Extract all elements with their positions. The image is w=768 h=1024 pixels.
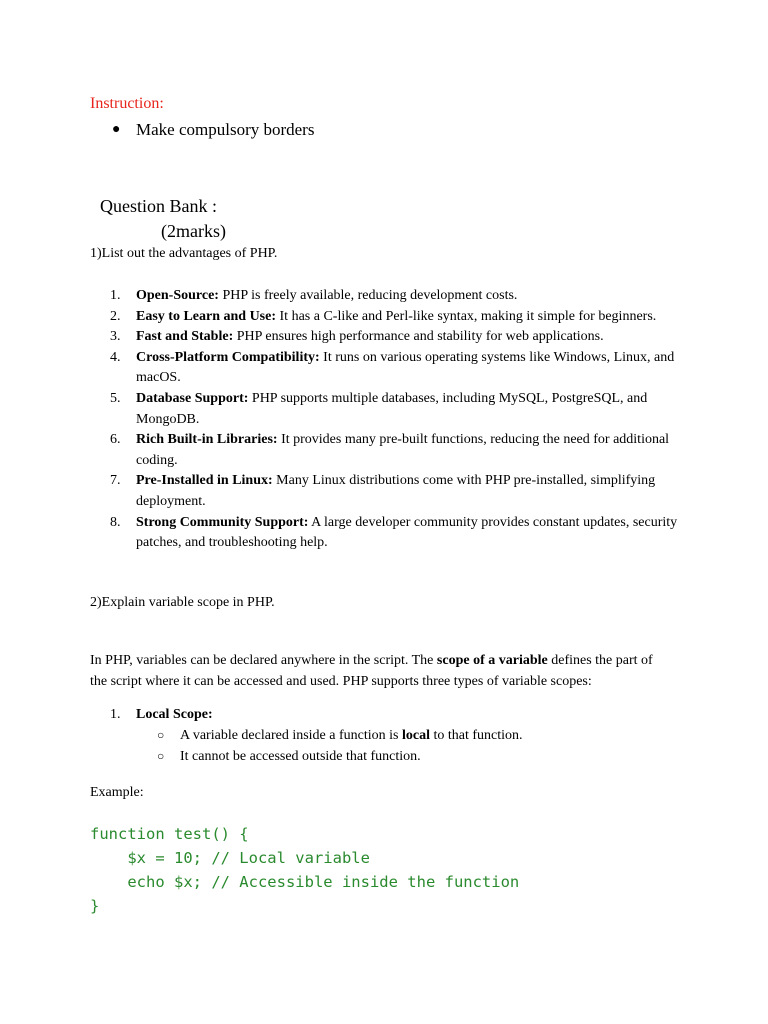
- item-term: Fast and Stable:: [136, 329, 234, 345]
- list-number: 2.: [110, 308, 121, 324]
- item-term: Pre-Installed in Linux:: [136, 473, 273, 489]
- list-item: [110, 327, 680, 348]
- list-number: 4.: [110, 349, 121, 365]
- list-item: [110, 307, 680, 328]
- advantages-list: [110, 286, 680, 554]
- instruction-heading: Instruction:: [90, 95, 164, 112]
- intro-text-start: In PHP, variables can be declared anywhere in the script. The: [90, 653, 437, 668]
- list-number: 3.: [110, 329, 121, 345]
- code-line: echo $x; // Accessible inside the function: [90, 873, 520, 891]
- sub-item-text-start: A variable declared inside a function is: [180, 728, 402, 743]
- list-number: 8.: [110, 514, 121, 530]
- item-description: PHP ensures high performance and stability for web applications.: [233, 329, 604, 345]
- question-2: 2)Explain variable scope in PHP.: [90, 595, 275, 610]
- scope-intro-paragraph: [90, 651, 670, 692]
- intro-bold-term: scope of a variable: [436, 653, 548, 668]
- list-number: 1.: [110, 707, 121, 722]
- item-term: Rich Built-in Libraries:: [136, 432, 278, 448]
- item-description: PHP supports multiple databases, including MySQL, PostgreSQL, and MongoDB.: [136, 390, 648, 427]
- item-description: Many Linux distributions come with PHP pre-installed, simplifying deployment.: [136, 473, 656, 509]
- list-item: [110, 389, 680, 430]
- list-number: 5.: [110, 390, 121, 406]
- list-item: [110, 513, 680, 554]
- marks-label: (2marks): [161, 221, 226, 241]
- sub-item-text-end: to that function.: [429, 728, 523, 743]
- intro-text-end: defines the part of the script where it can be accessed and used. PHP supports three types of variable scopes:: [90, 653, 653, 689]
- item-description: It provides many pre-built functions, reducing the need for additional coding.: [136, 432, 670, 468]
- code-line: $x = 10; // Local variable: [90, 849, 370, 867]
- local-scope-heading: [110, 707, 213, 723]
- hollow-bullet-icon: ○: [157, 728, 165, 742]
- item-description: It has a C-like and Perl-like syntax, making it simple for beginners.: [276, 308, 657, 324]
- sub-item-bold: local: [401, 728, 430, 743]
- item-description: PHP is freely available, reducing development costs.: [218, 288, 518, 303]
- item-description: A large developer community provides constant updates, security patches, and troubleshooting help.: [136, 514, 678, 551]
- local-scope-title: Local Scope:: [136, 707, 213, 722]
- item-term: Database Support:: [136, 390, 249, 406]
- example-label: Example:: [90, 785, 144, 800]
- instruction-item: Make compulsory borders: [136, 120, 315, 139]
- item-term: Cross-Platform Compatibility:: [136, 349, 320, 365]
- sub-list-item: [157, 728, 523, 744]
- sub-list-item: [157, 749, 421, 765]
- hollow-bullet-icon: ○: [157, 749, 165, 763]
- list-item: [110, 430, 680, 471]
- list-item: [110, 286, 680, 307]
- question-1: 1)List out the advantages of PHP.: [90, 246, 278, 261]
- code-line: }: [90, 897, 100, 915]
- bullet-icon: ●: [112, 122, 121, 137]
- list-item: [110, 348, 680, 389]
- list-number: 6.: [110, 432, 121, 448]
- item-description: It runs on various operating systems like Windows, Linux, and macOS.: [136, 349, 675, 386]
- list-number: 7.: [110, 473, 121, 489]
- code-line: function test() {: [90, 825, 249, 843]
- question-bank-title: Question Bank :: [100, 196, 217, 216]
- list-number: 1.: [110, 288, 121, 303]
- item-term: Strong Community Support:: [136, 514, 309, 530]
- list-item: [110, 471, 680, 512]
- item-term: Open-Source:: [136, 288, 219, 303]
- item-term: Easy to Learn and Use:: [136, 308, 277, 324]
- sub-item-text: It cannot be accessed outside that function.: [180, 749, 421, 764]
